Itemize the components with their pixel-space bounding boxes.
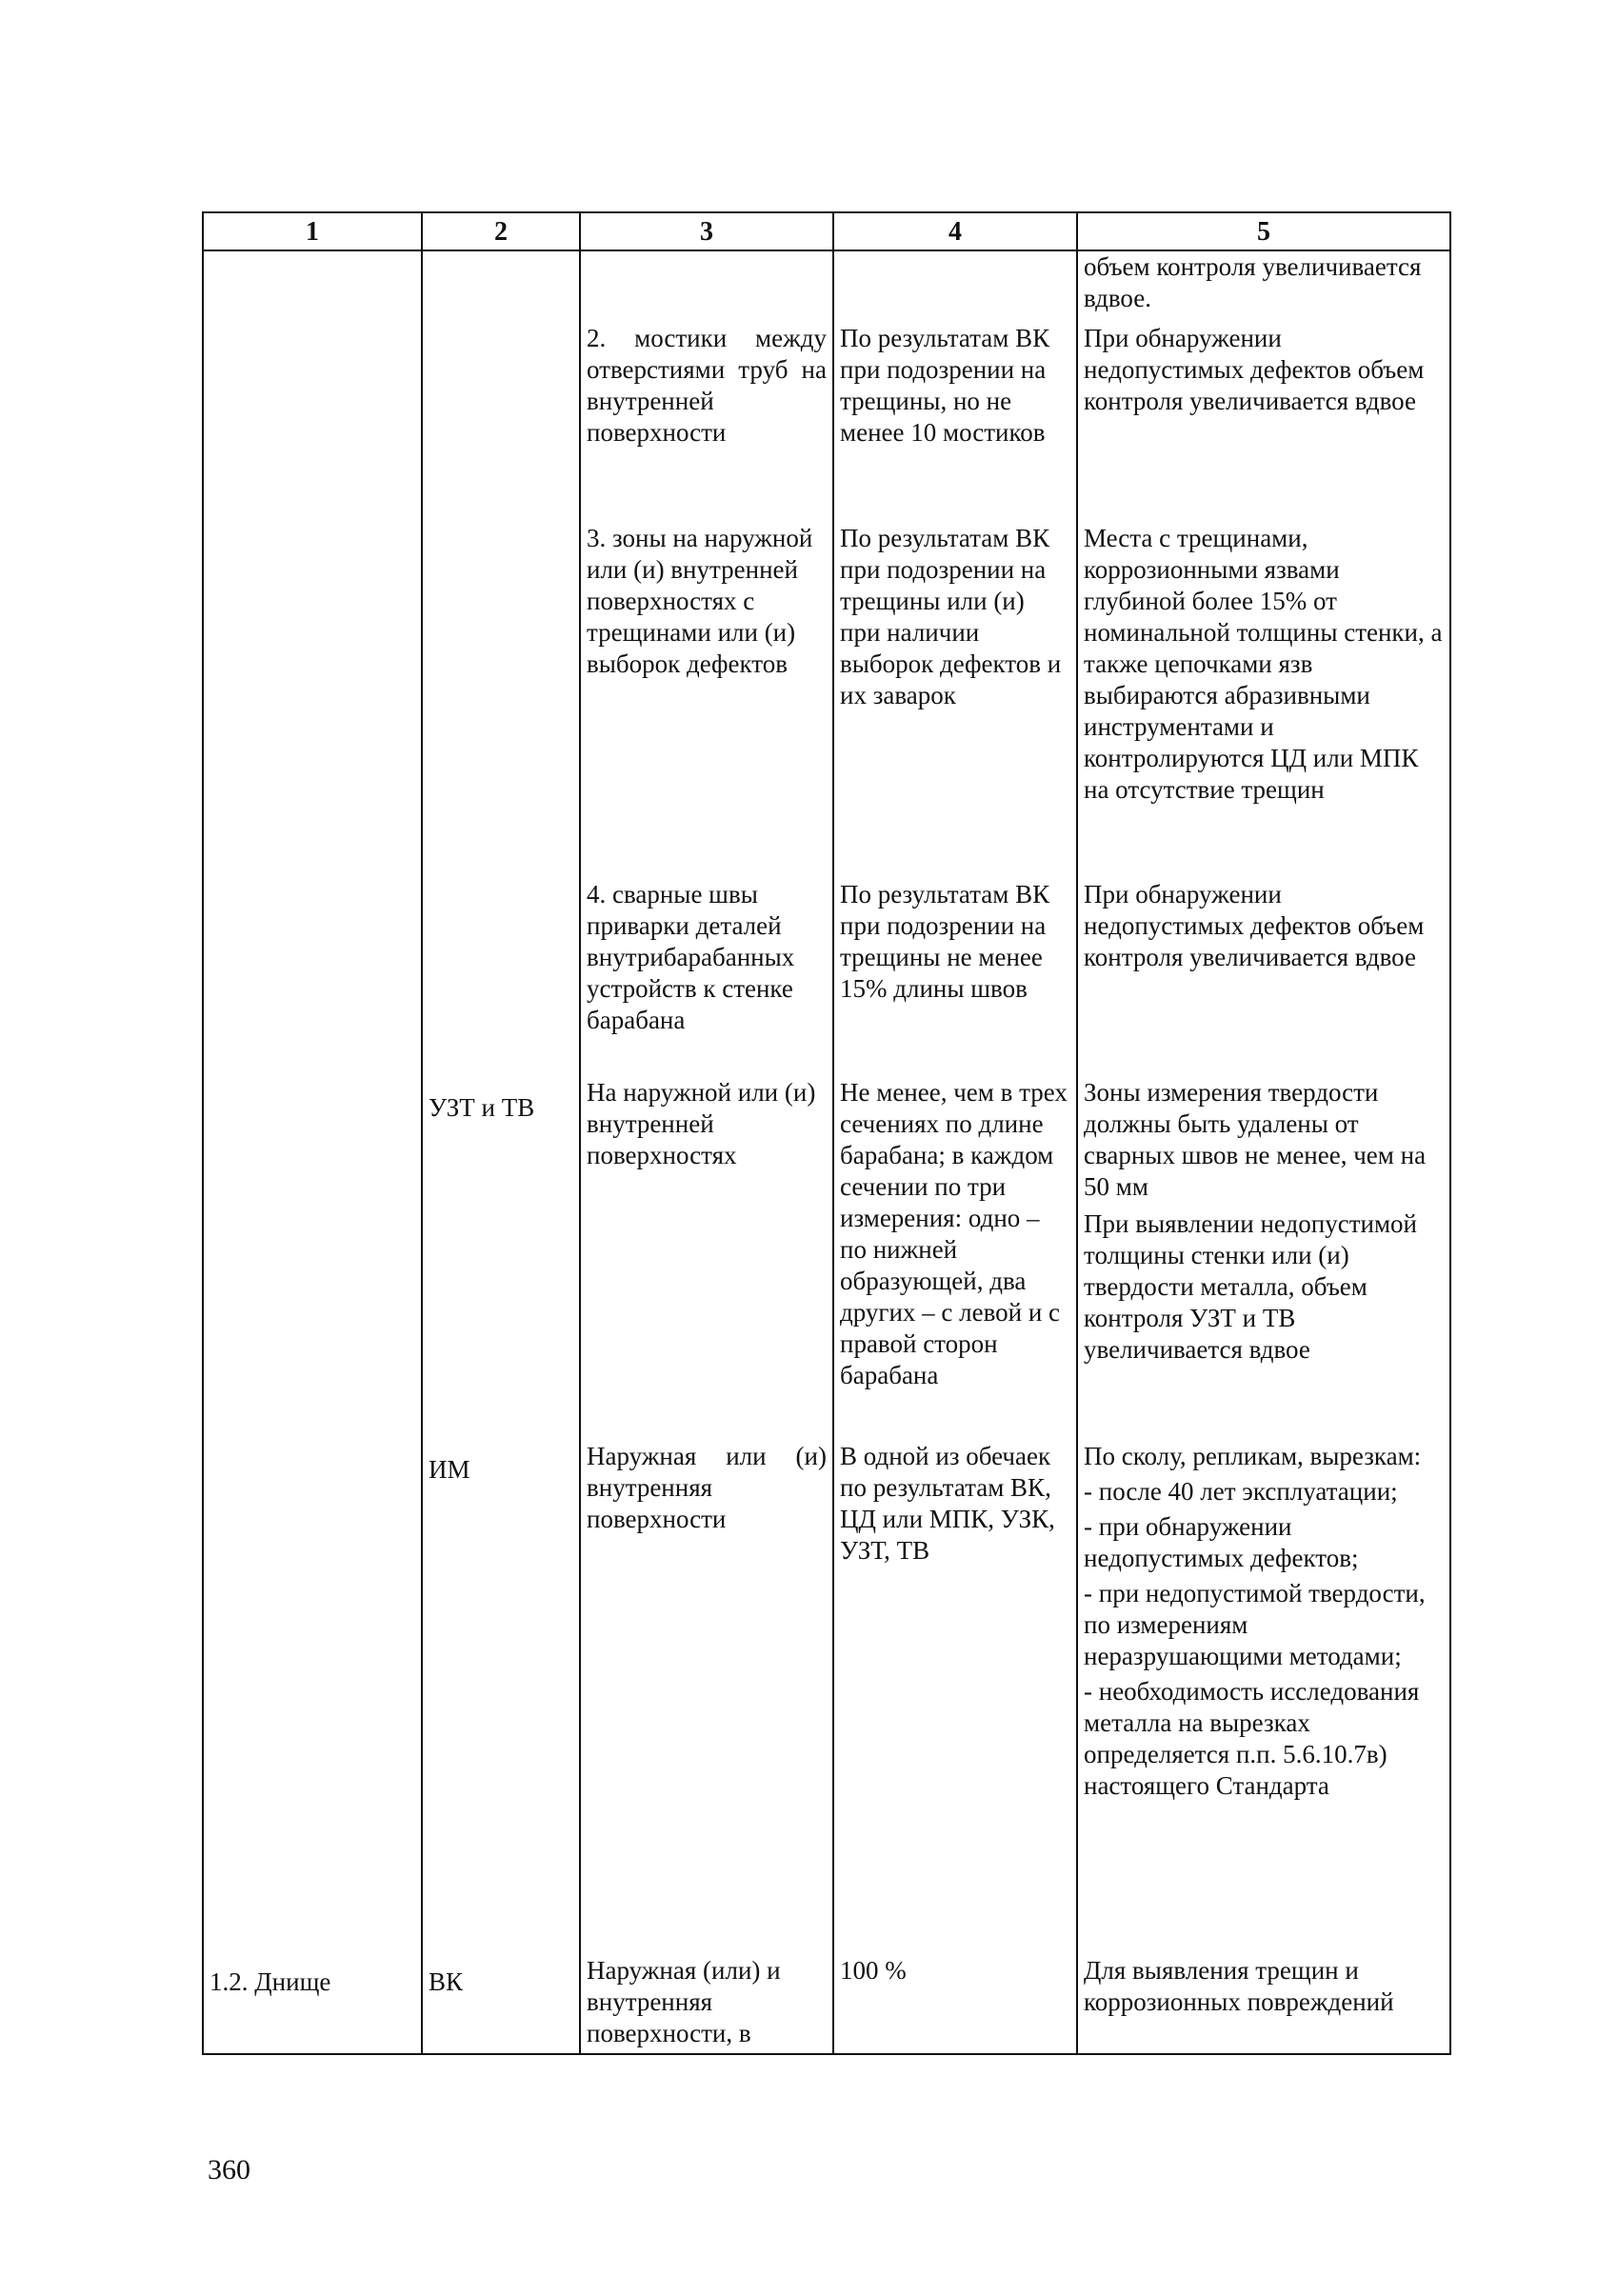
table-cell: УЗТ и ТВ <box>429 1093 535 1122</box>
table-cell: По результатам ВК при подозрении на трещины, но не менее 10 мостиков <box>840 324 1050 447</box>
table-cell: ИМ <box>429 1455 470 1484</box>
table-cell: Не менее, чем в трех сечениях по длине барабана; в каждом сечении по три измерения: одно – по нижней образующей, два других – с левой и с правой сторон барабана <box>840 1078 1068 1389</box>
table-cell: При обнаружении недопустимых дефектов объем контроля увеличивается вдвое <box>1084 324 1425 415</box>
table-cell: - при недопустимой твердости, по измерениям неразрушающими методами; <box>1084 1579 1426 1670</box>
table-cell: - необходимость исследования металла на вырезках определяется п.п. 5.6.10.7в) настоящего Стандарта <box>1084 1677 1420 1800</box>
table-row <box>203 1077 1450 1441</box>
table-cell: - после 40 лет эксплуатации; <box>1084 1477 1398 1506</box>
table-cell: В одной из обечаек по результатам ВК, ЦД или МПК, УЗК, УЗТ, ТВ <box>840 1442 1055 1565</box>
table-cell: ВК <box>429 1967 464 1996</box>
col-header-2: 2 <box>422 212 580 250</box>
table-row <box>203 879 1450 1077</box>
table-row <box>203 250 1450 323</box>
table-cell: 100 % <box>840 1956 907 1985</box>
table-cell: 4. сварные швы приварки деталей внутрибарабанных устройств к стенке барабана <box>587 880 795 1034</box>
table-cell: Наружная или (и) внутренняя поверхности <box>587 1442 827 1533</box>
table-row <box>203 523 1450 879</box>
table-cell: 1.2. Днище <box>210 1967 331 1996</box>
table-cell: Места с трещинами, коррозионными язвами глубиной более 15% от номинальной толщины стенки, а также цепочками язв выбираются абразивными инструментами и контролируются ЦД или МПК на отсутствие трещин <box>1084 524 1443 804</box>
col-header-3: 3 <box>580 212 833 250</box>
table-cell: Для выявления трещин и коррозионных повреждений <box>1084 1956 1394 2016</box>
table-cell: Зоны измерения твердости должны быть удалены от сварных швов не менее, чем на 50 мм <box>1084 1078 1427 1201</box>
table-cell: Наружная (или) и внутренняя поверхности, в <box>587 1956 781 2047</box>
table-cell: На наружной или (и) внутренней поверхностях <box>587 1078 816 1169</box>
table-row <box>203 1955 1450 2054</box>
table-cell: 2. мостики между отверстиями труб на внутренней поверхности <box>587 324 827 447</box>
page-number: 360 <box>208 2154 250 2186</box>
table-cell: объем контроля увеличивается вдвое. <box>1084 252 1422 312</box>
inspection-table <box>202 211 1451 2055</box>
table-cell: При выявлении недопустимой толщины стенки или (и) твердости металла, объем контроля УЗТ и ТВ увеличивается вдвое <box>1084 1209 1417 1364</box>
col-header-4: 4 <box>833 212 1077 250</box>
col-header-1: 1 <box>203 212 422 250</box>
table-cell: 3. зоны на наружной или (и) внутренней поверхностях с трещинами или (и) выборок дефектов <box>587 524 813 678</box>
table-row <box>203 1441 1450 1955</box>
header-row <box>203 212 1450 250</box>
table-cell: По сколу, репликам, вырезкам: <box>1084 1442 1422 1470</box>
table-cell: По результатам ВК при подозрении на трещины не менее 15% длины швов <box>840 880 1050 1003</box>
col-header-5: 5 <box>1077 212 1450 250</box>
table-cell: При обнаружении недопустимых дефектов объем контроля увеличивается вдвое <box>1084 880 1425 971</box>
table-cell: - при обнаружении недопустимых дефектов; <box>1084 1512 1359 1572</box>
table-cell: По результатам ВК при подозрении на трещины или (и) при наличии выборок дефектов и их заварок <box>840 524 1062 709</box>
table-row <box>203 323 1450 523</box>
